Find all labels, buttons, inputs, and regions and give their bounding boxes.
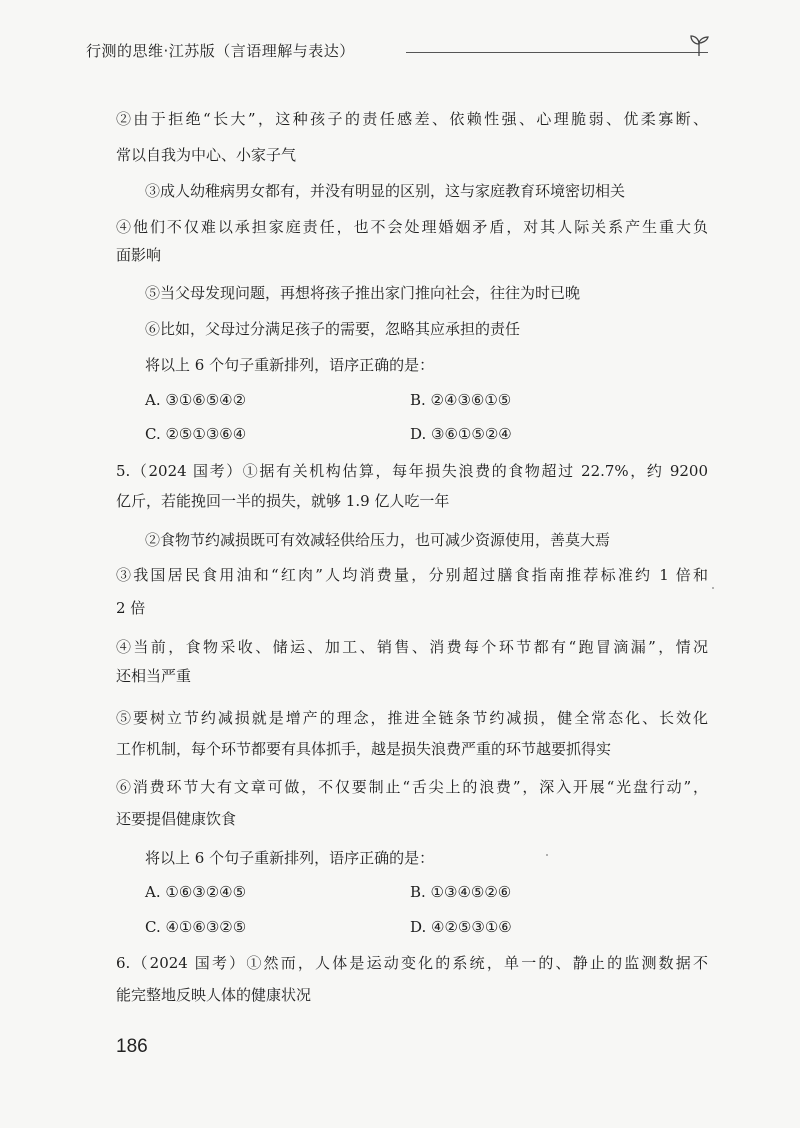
sentence-line: 工作机制，每个环节都要有具体抓手，越是损失浪费严重的环节越要抓得实 (116, 740, 612, 758)
scan-speck (712, 587, 714, 589)
running-header (86, 40, 726, 70)
sentence-line: ②由于拒绝“长大”，这种孩子的责任感差、依赖性强、心理脆弱、优柔寡断、 (116, 110, 708, 128)
sentence-line: ④当前，食物采收、储运、加工、销售、消费每个环节都有“跑冒滴漏”，情况 (116, 638, 708, 656)
question-text-line: 亿斤，若能挽回一半的损失，就够 1.9 亿人吃一年 (116, 492, 450, 510)
sentence-line: ④他们不仅难以承担家庭责任，也不会处理婚姻矛盾，对其人际关系产生重大负 (116, 218, 708, 236)
sentence-line: ⑤要树立节约减损就是增产的理念，推进全链条节约减损，健全常态化、长效化 (116, 709, 708, 727)
page-number: 186 (116, 1036, 148, 1057)
sentence-line: ⑤当父母发现问题，再想将孩子推出家门推向社会，往往为时已晚 (145, 284, 581, 302)
sentence-line: 2 倍 (116, 599, 146, 617)
sentence-line: ③成人幼稚病男女都有，并没有明显的区别，这与家庭教育环境密切相关 (145, 182, 626, 200)
sentence-line: 面影响 (116, 246, 162, 264)
sentence-line: 还要提倡健康饮食 (116, 810, 237, 828)
option-d: D. ④②⑤③①⑥ (410, 918, 512, 936)
option-c: C. ②⑤①③⑥④ (145, 425, 247, 443)
book-title: 行测的思维·江苏版（言语理解与表达） (86, 42, 355, 60)
sprout-icon (686, 32, 712, 58)
sentence-line: 常以自我为中心、小家子气 (116, 146, 297, 164)
header-rule (406, 52, 708, 53)
option-b: B. ②④③⑥①⑤ (410, 391, 512, 409)
question-stem: 将以上 6 个句子重新排列，语序正确的是： (145, 356, 435, 374)
question-text-line: 6.（2024 国考）①然而，人体是运动变化的系统，单一的、静止的监测数据不 (116, 954, 708, 972)
option-a: A. ③①⑥⑤④② (145, 391, 247, 409)
option-b: B. ①③④⑤②⑥ (410, 883, 512, 901)
option-a: A. ①⑥③②④⑤ (145, 883, 247, 901)
sentence-line: ⑥消费环节大有文章可做，不仅要制止“舌尖上的浪费”，深入开展“光盘行动”， (116, 778, 708, 796)
sentence-line: ⑥比如，父母过分满足孩子的需要，忽略其应承担的责任 (145, 320, 521, 338)
option-d: D. ③⑥①⑤②④ (410, 425, 512, 443)
question-stem: 将以上 6 个句子重新排列，语序正确的是： (145, 849, 435, 867)
sentence-line: 还相当严重 (116, 667, 192, 685)
sentence-line: ③我国居民食用油和“红肉”人均消费量，分别超过膳食指南推荐标准约 1 倍和 (116, 566, 708, 584)
question-text-line: 5.（2024 国考）①据有关机构估算，每年损失浪费的食物超过 22.7%，约 9200 (116, 462, 708, 480)
scan-speck (546, 854, 548, 856)
sentence-line: ②食物节约减损既可有效减轻供给压力，也可减少资源使用，善莫大焉 (145, 531, 611, 549)
option-c: C. ④①⑥③②⑤ (145, 918, 247, 936)
question-text-line: 能完整地反映人体的健康状况 (116, 986, 312, 1004)
